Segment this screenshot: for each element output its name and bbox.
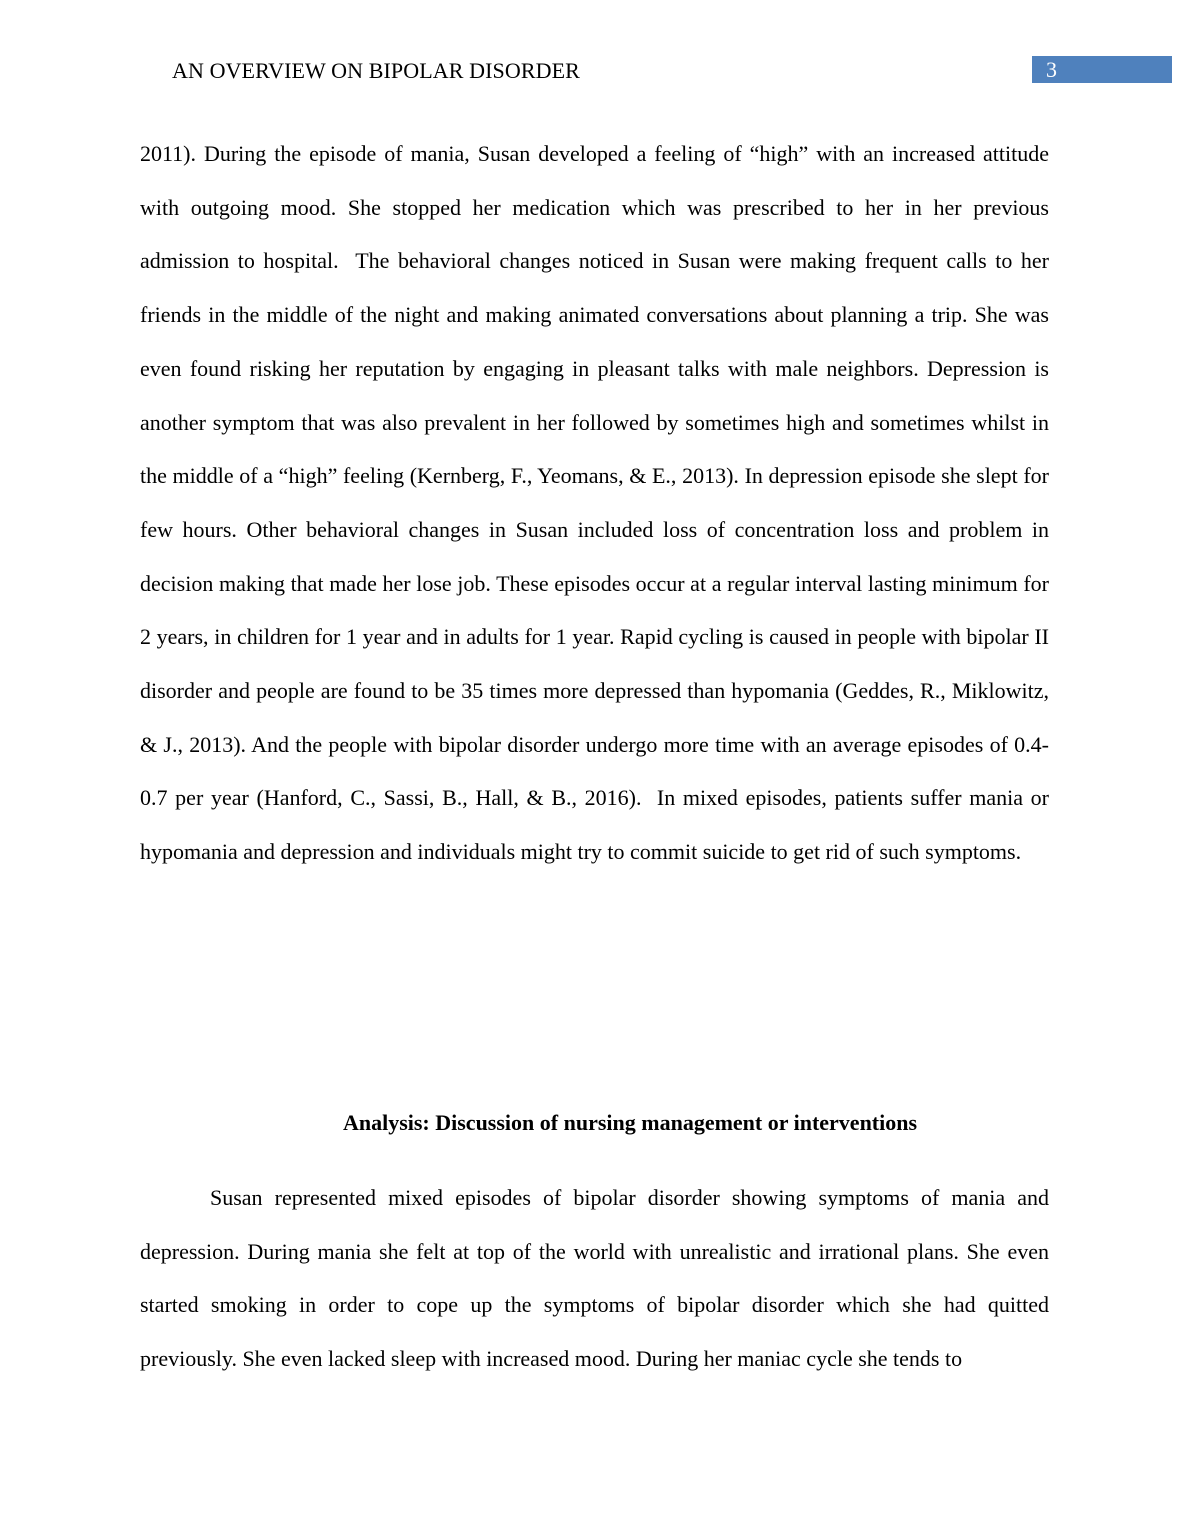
section-heading: Analysis: Discussion of nursing management or interventions [342,1110,918,1135]
body-paragraph-1: 2011). During the episode of mania, Susan developed a feeling of “high” with an increased attitude with outgoing mood. She stopped her medication which was prescribed to her in her previous admission to hospital. The behavioral changes noticed in Susan were making frequent calls to her friends in the middle of the night and making animated conversations about planning a trip. She was even found risking her reputation by engaging in pleasant talks with male neighbors. Depression is another symptom that was also prevalent in her followed by sometimes high and sometimes whilst in the middle of a “high” feeling (Kernberg, F., Yeomans, & E., 2013). In depression episode she slept for few hours. Other behavioral changes in Susan included loss of concentration loss and problem in decision making that made her lose job. These episodes occur at a regular interval lasting minimum for 2 years, in children for 1 year and in adults for 1 year. Rapid cycling is caused in people with bipolar II disorder and people are found to be 35 times more depressed than hypomania (Geddes, R., Miklowitz, & J., 2013). And the people with bipolar disorder undergo more time with an average episodes of 0.4-0.7 per year (Hanford, C., Sassi, B., Hall, & B., 2016). In mixed episodes, patients suffer mania or hypomania and depression and individuals might try to commit suicide to get rid of such symptoms. [140,141,1049,865]
running-head: AN OVERVIEW ON BIPOLAR DISORDER [172,58,580,83]
page-number-box [1032,56,1172,83]
page-number: 3 [1046,57,1057,82]
body-paragraph-2: Susan represented mixed episodes of bipolar disorder showing symptoms of mania and depression. During mania she felt at top of the world with unrealistic and irrational plans. She even started smoking in order to cope up the symptoms of bipolar disorder which she had quitted previously. She even lacked sleep with increased mood. During her maniac cycle she tends to [140,1185,1049,1372]
